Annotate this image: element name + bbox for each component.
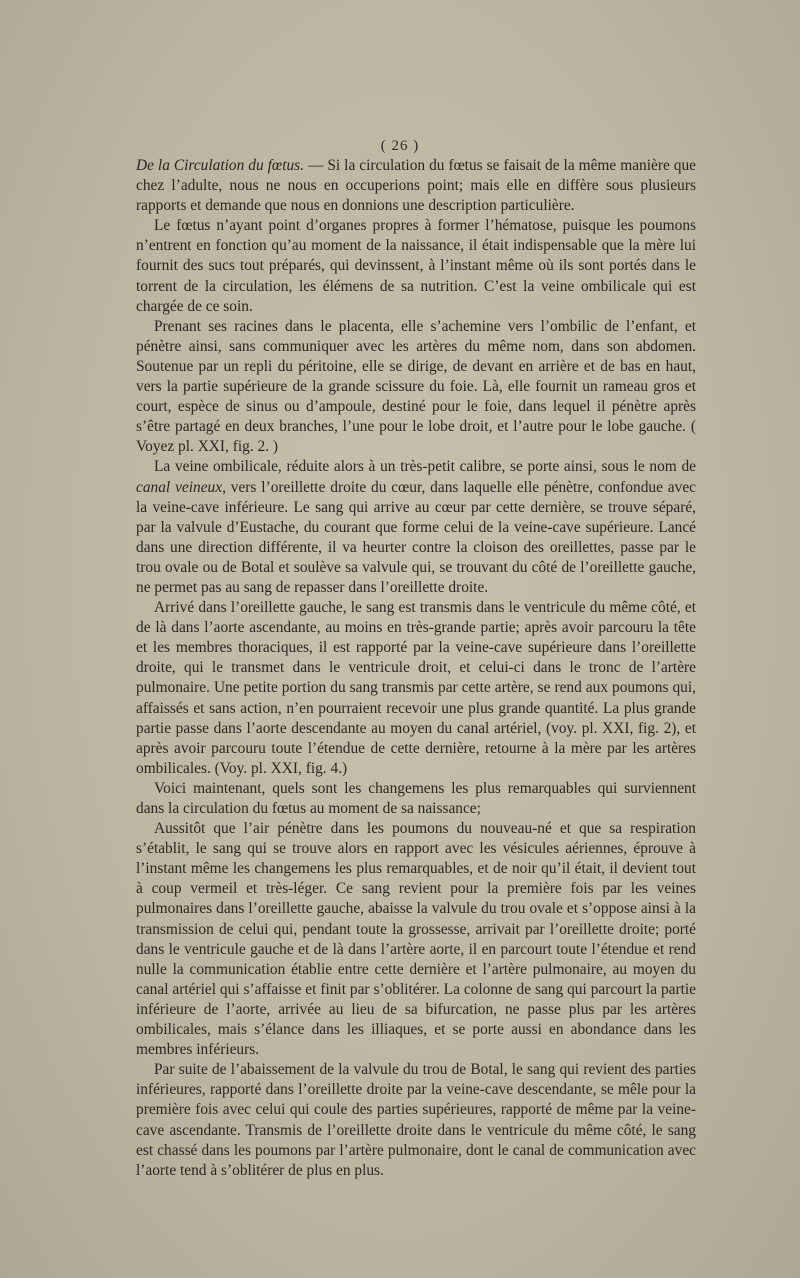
page-number: ( 26 ) [380, 138, 420, 154]
paragraph-5: Arrivé dans l’oreillette gauche, le sang est transmis dans le ventricule du même côté, et de là dans l’aorte ascendante, au moins en très-grande partie; après avoir parcouru la tête et les membres thoraciques, il est rapporté par la veine-cave supérieure dans l’oreillette droite, qui le transmet dans le ventricule droit, et celui-ci dans le tronc de l’artère pulmonaire. Une petite portion du sang transmis par cette artère, se rend aux poumons qui, affaissés et sans action, n’en pourraient recevoir une plus grande quantité. La plus grande partie passe dans l’aorte descendante au moyen du canal artériel, (voy. pl. XXI, fig. 2), et après avoir parcouru toute l’étendue de cette dernière, retourne à la mère par les artères ombilicales. (Voy. pl. XXI, fig. 4.) [136, 599, 696, 777]
section-title: De la Circulation du fœtus. [136, 157, 304, 174]
paragraph-4 [136, 457, 696, 598]
paragraph-1-text: — Si la circulation du fœtus se faisait de la même manière que chez l’adulte, nous ne nous en occuperions point; mais elle en diffère sous plusieurs rapports et demande que nous en donnions une description particulière. [136, 157, 696, 215]
paragraph-8: Par suite de l’abaissement de la valvule du trou de Botal, le sang qui revient des parties inférieures, rapporté dans l’oreillette droite par la veine-cave descendante, se mêle pour la première fois avec celui qui coule des parties supérieures, rapporté de même par la veine-cave ascendante. Transmis de l’oreillette droite dans le ventricule du même côté, le sang est chassé dans les poumons par l’artère pulmonaire, dont le canal de communication avec l’aorte tend à s’oblitérer de plus en plus. [136, 1061, 696, 1179]
body-text [136, 156, 696, 1181]
paragraph-6: Voici maintenant, quels sont les changemens les plus remarquables qui surviennent dans la circulation du fœtus au moment de sa naissance; [136, 779, 696, 817]
paragraph-4-text-before: La veine ombilicale, réduite alors à un très-petit calibre, se porte ainsi, sous le nom de [154, 458, 696, 476]
paragraph-4-text-after: , vers l’oreillette droite du cœur, dans laquelle elle pénètre, confondue avec la veine-cave inférieure. Le sang qui arrive au cœur par cette dernière, se trouve séparé, par la valvule d’Eustache, du courant que forme celui de la veine-cave supérieure. Lancé dans une direction différente, il va heurter contre la cloison des oreillettes, passe par le trou ovale ou de Botal et soulève sa valvule qui, se trouvant du côté de l’oreillette gauche, ne permet pas au sang de repasser dans l’oreillette droite. [136, 478, 696, 596]
paragraph-7: Aussitôt que l’air pénètre dans les poumons du nouveau-né et que sa respiration s’établit, le sang qui se trouve alors en rapport avec les vésicules aériennes, éprouve à l’instant même les changemens les plus remarquables, et de noir qu’il était, il devient tout à coup vermeil et très-léger. Ce sang revient pour la première fois par les veines pulmonaires dans l’oreillette gauche, abaisse la valvule du trou ovale et s’oppose ainsi à la transmission de celui qui, pendant toute la grossesse, arrivait par l’oreillette droite; porté dans le ventricule gauche et de là dans l’artère aorte, il en parcourt toute l’étendue et rend nulle la communication établie entre cette dernière et l’artère pulmonaire, au moyen du canal artériel qui s’affaisse et finit par s’oblitérer. La colonne de sang qui parcourt la partie inférieure de l’aorte, arrivée au lieu de sa bifurcation, ne passe plus par les artères ombilicales, mais s’élance dans les illiaques, et se porte aussi en abondance dans les membres inférieurs. [136, 820, 696, 1059]
term-canal-veineux: canal veineux [136, 478, 223, 496]
paragraph-3: Prenant ses racines dans le placenta, elle s’achemine vers l’ombilic de l’enfant, et pénètre ainsi, sans communiquer avec les artères du même nom, dans son abdomen. Soutenue par un repli du péritoine, elle se dirige, de devant en arrière et de bas en haut, vers la partie supérieure de la grande scissure du foie. Là, elle fournit un rameau gros et court, espèce de sinus ou d’ampoule, destiné pour le foie, dans lequel il pénètre après s’être partagé en deux branches, l’une pour le lobe droit, et l’autre pour le lobe gauche. ( Voyez pl. XXI, fig. 2. ) [136, 317, 696, 456]
paragraph-1 [136, 156, 696, 216]
paragraph-2: Le fœtus n’ayant point d’organes propres à former l’hématose, puisque les poumons n’entrent en fonction qu’au moment de la naissance, il était indispensable que la mère lui fournit des sucs tout préparés, qui devinssent, à l’instant même où ils sont portés dans le torrent de la circulation, les élémens de sa nutrition. C’est la veine ombilicale qui est chargée de ce soin. [136, 217, 696, 315]
